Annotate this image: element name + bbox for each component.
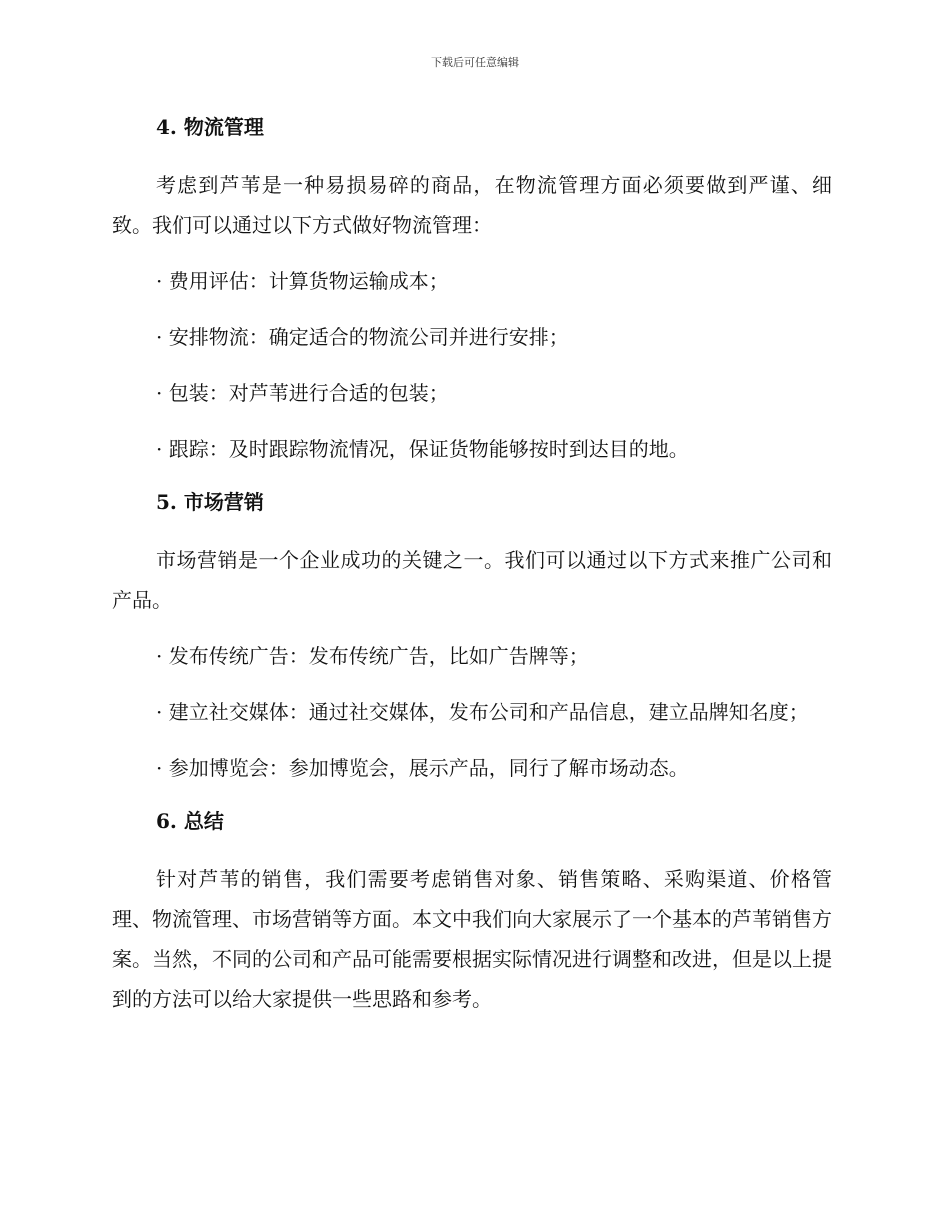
list-item: · 包装：对芦苇进行合适的包装； xyxy=(156,381,449,405)
document-body xyxy=(112,110,832,1019)
section-title-summary: 6. 总结 xyxy=(156,809,224,833)
list-item: · 参加博览会：参加博览会，展示产品，同行了解市场动态。 xyxy=(156,756,689,780)
list-item: · 发布传统广告：发布传统广告，比如广告牌等； xyxy=(156,644,589,668)
section-title-marketing: 5. 市场营销 xyxy=(156,490,264,514)
list-item: · 跟踪：及时跟踪物流情况，保证货物能够按时到达目的地。 xyxy=(156,437,689,461)
section-intro-logistics: 考虑到芦苇是一种易损易碎的商品，在物流管理方面必须要做到严谨、细致。我们可以通过以下方式做好物流管理： xyxy=(112,173,832,237)
list-item: · 安排物流：确定适合的物流公司并进行安排； xyxy=(156,325,569,349)
section-intro-summary: 针对芦苇的销售，我们需要考虑销售对象、销售策略、采购渠道、价格管理、物流管理、市场营销等方面。本文中我们向大家展示了一个基本的芦苇销售方案。当然，不同的公司和产品可能需要根据实际情况进行调整和改进，但是以上提到的方法可以给大家提供一些思路和参考。 xyxy=(112,867,832,1011)
list-item: · 费用评估：计算货物运输成本； xyxy=(156,269,449,293)
page-header: 下载后可任意编辑 xyxy=(431,56,519,69)
list-item: · 建立社交媒体：通过社交媒体，发布公司和产品信息，建立品牌知名度； xyxy=(156,700,809,724)
section-title-logistics: 4. 物流管理 xyxy=(156,115,264,139)
section-intro-marketing: 市场营销是一个企业成功的关键之一。我们可以通过以下方式来推广公司和产品。 xyxy=(112,548,832,612)
